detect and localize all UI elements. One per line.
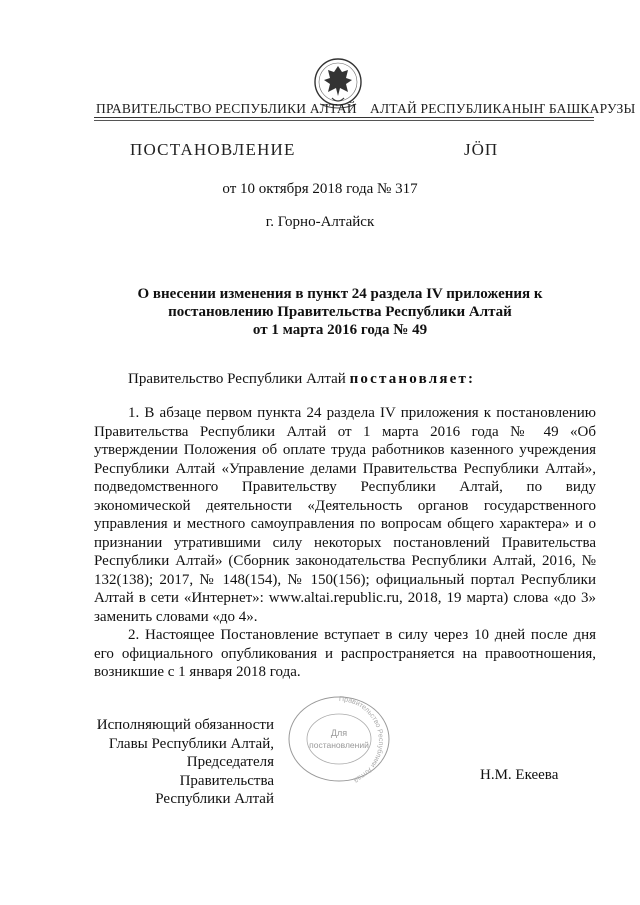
header-right-title: АЛТАЙ РЕСПУБЛИКАНЫҤ БАШКАРУЗЫ bbox=[370, 101, 636, 116]
paragraph-2: 2. Настоящее Постановление вступает в силу через 10 дней после дня его официального опубликования и распространяется на правоотношения, возникшие с 1 января 2018 года. bbox=[94, 627, 596, 680]
signatory-position bbox=[94, 716, 274, 809]
preamble bbox=[128, 371, 475, 388]
signatory-line: Председателя Правительства bbox=[179, 754, 274, 789]
header-divider-thin bbox=[94, 120, 594, 121]
header-left-title: ПРАВИТЕЛЬСТВО РЕСПУБЛИКИ АЛТАЙ bbox=[96, 101, 357, 116]
stamp-ring-text: Правительство Республики Алтай bbox=[338, 695, 384, 784]
signatory-line: Исполняющий обязанности bbox=[96, 717, 274, 733]
document-title bbox=[110, 285, 570, 339]
stamp-inner-line: постановлений bbox=[309, 740, 369, 750]
preamble-verb: постановляет: bbox=[349, 371, 476, 387]
document-date-number: от 10 октября 2018 года № 317 bbox=[222, 181, 418, 197]
signatory-line: Главы Республики Алтай, bbox=[108, 735, 274, 752]
signatory-name: Н.М. Екеева bbox=[480, 767, 559, 783]
doctype-label-alt: ЈӦП bbox=[464, 140, 499, 159]
title-line: О внесении изменения в пункт 24 раздела IV приложения к bbox=[137, 286, 543, 302]
doctype-label-ru: ПОСТАНОВЛЕНИЕ bbox=[130, 140, 296, 159]
signatory-line: Республики Алтай bbox=[155, 791, 274, 807]
title-line: постановлению Правительства Республики Алтай bbox=[168, 304, 512, 320]
preamble-lead: Правительство Республики Алтай bbox=[128, 371, 346, 387]
document-city: г. Горно-Алтайск bbox=[265, 214, 375, 230]
paragraph-1: 1. В абзаце первом пункта 24 раздела IV приложения к постановлению Правительства Республики Алтай от 1 марта 2016 года № 49 «Об утверждении Положения об оплате труда работников казенного учреждения Республики Алтай «Управление делами Правительства Республики Алтай», подведомственного Правительству Республики Алтай, по виду экономической деятельности «Деятельность органов государственного управления и местного самоуправления по вопросам общего характера» и о признании утратившими силу некоторых постановлений Правительства Республики Алтай» (Сборник законодательства Республики Алтай, 2016, № 132(138); 2017, № 148(154), № 150(156); официальный портал Республики Алтай в сети «Интернет»: www.altai.republic.ru, 2018, 19 марта) слова «до 3» заменить словами «до 4». bbox=[94, 405, 596, 625]
title-line: от 1 марта 2016 года № 49 bbox=[252, 322, 428, 338]
official-stamp bbox=[284, 693, 394, 785]
stamp-inner-line: Для bbox=[330, 728, 348, 738]
document-body bbox=[94, 404, 596, 682]
header-divider bbox=[94, 117, 594, 118]
